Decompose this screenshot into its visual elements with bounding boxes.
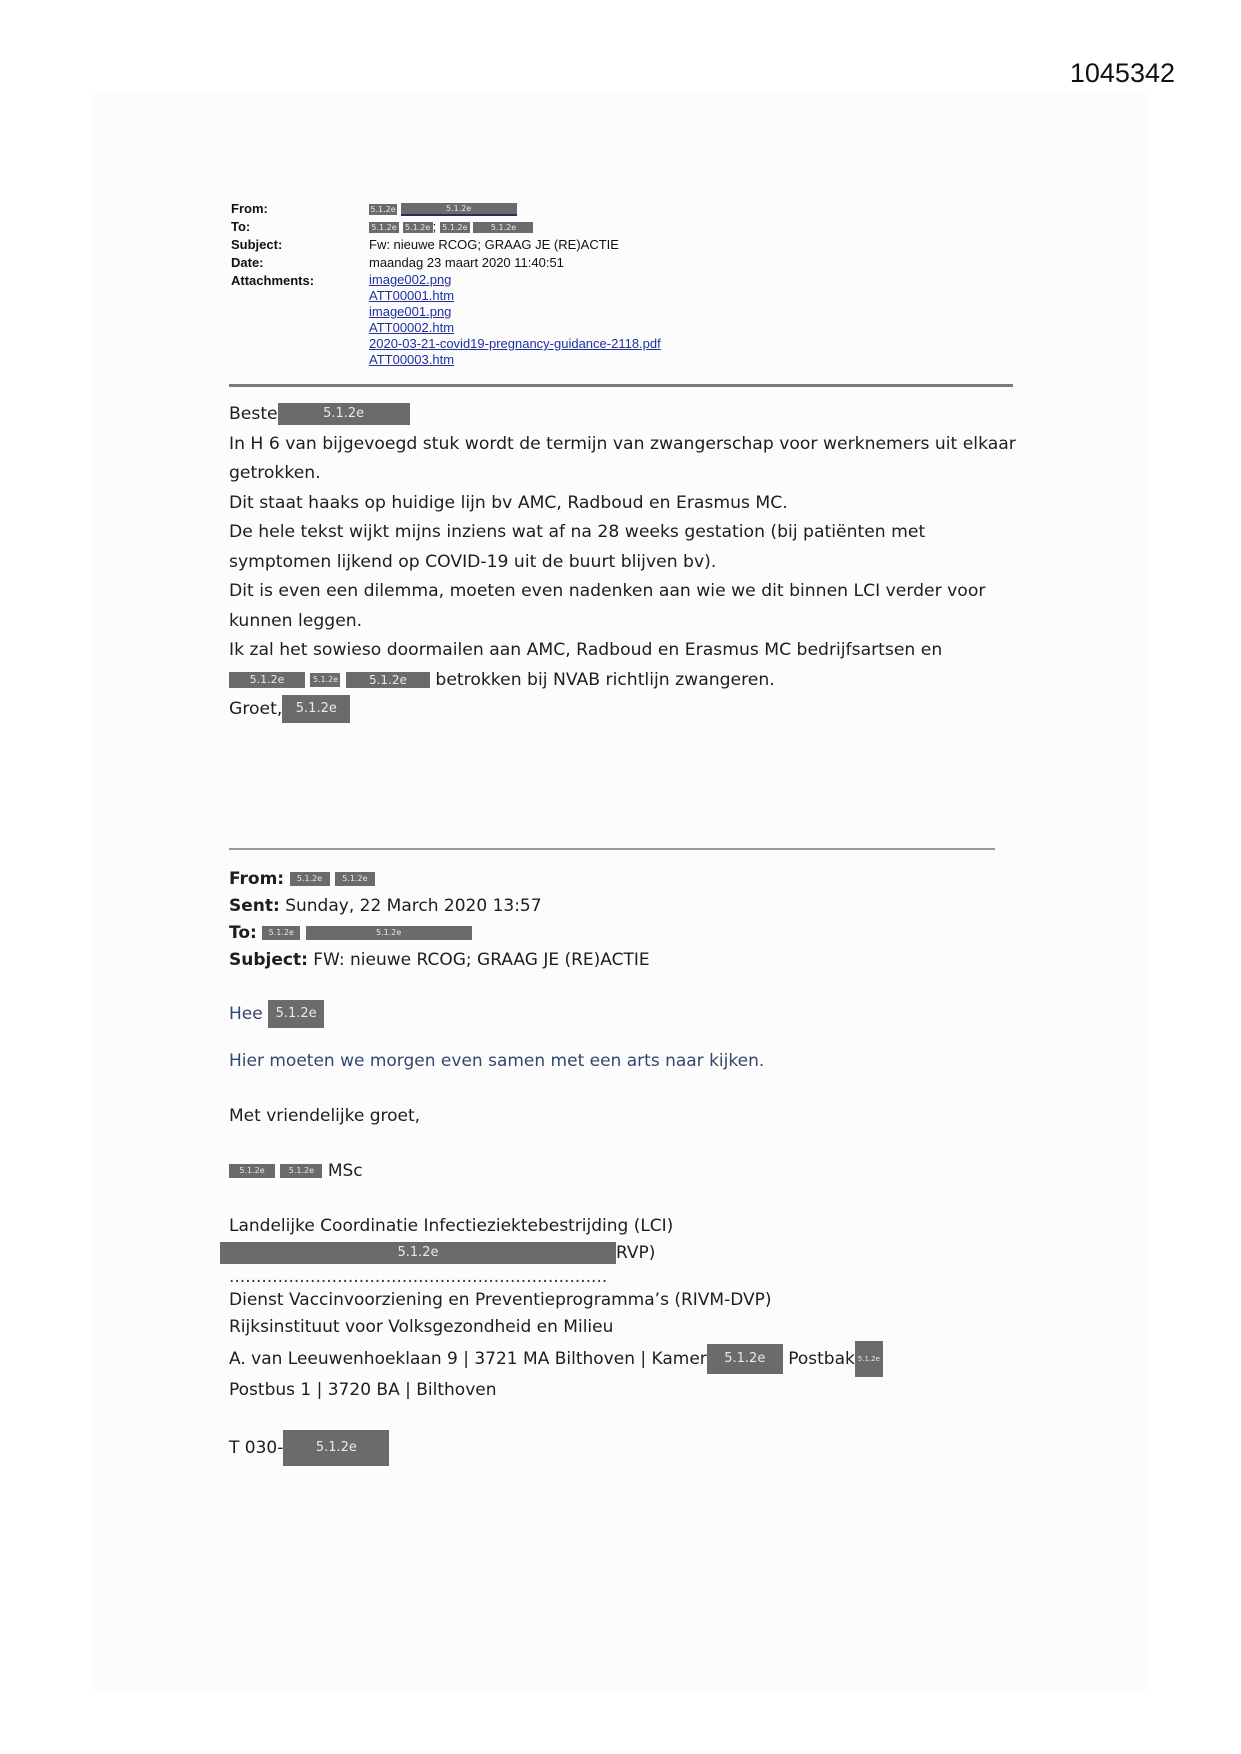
attachments-label: Attachments: [231,273,315,288]
redaction: 5.1.2e [278,403,410,425]
date-value: maandag 23 maart 2020 11:40:51 [369,255,564,270]
message-line: De hele tekst wijkt mijns inziens wat af na 28 weeks gestation (bij patiënten met symptomen lijkend op COVID-19 uit de buurt blijven bv). [229,522,926,572]
header-to-row: To: 5.1.2e 5.1.2e ; 5.1.2e 5.1.2e [231,218,661,236]
fwd-org-line: Dienst Vaccinvoorziening en Preventieprogramma’s (RIVM-DVP) [229,1290,772,1310]
greeting-line: Beste 5.1.2e [229,400,1029,430]
closing-line: Groet, 5.1.2e [229,695,1029,725]
attachment-link[interactable]: image001.png [369,304,452,319]
fwd-greeting: Hee 5.1.2e [229,1000,1029,1028]
fwd-address-line: A. van Leeuwenhoeklaan 9 | 3721 MA Bilthoven | Kamer 5.1.2e Postbak 5.1.2e [229,1341,1029,1377]
redaction: 5.1.2e [229,1164,275,1178]
subject-value: Fw: nieuwe RCOG; GRAAG JE (RE)ACTIE [369,237,619,252]
forwarded-message [229,866,1029,1466]
redaction: 5.1.2e [280,1164,322,1178]
subject-label: Subject: [231,237,283,252]
redaction: 5.1.2e [282,695,350,723]
redaction: 5.1.2e [346,672,430,688]
fwd-address-line: Postbus 1 | 3720 BA | Bilthoven [229,1380,497,1400]
fwd-phone-line: T 030- 5.1.2e [229,1430,1029,1466]
date-label: Date: [231,255,264,270]
header-date-row [231,254,661,272]
fwd-from-row: From: 5.1.2e 5.1.2e [229,866,1029,893]
redaction: 5.1.2e [268,1000,324,1028]
attachment-link[interactable]: 2020-03-21-covid19-pregnancy-guidance-2118.pdf [369,336,661,351]
fwd-dotted-separator: ...................................................................... [229,1267,608,1287]
message-line: In H 6 van bijgevoegd stuk wordt de termijn van zwangerschap voor werknemers uit elkaar getrokken. [229,433,1016,483]
fwd-org-line: 5.1.2e RVP) [220,1240,1029,1267]
redaction: 5.1.2e [335,872,375,886]
redaction: 5.1.2e [401,203,517,216]
redaction: 5.1.2e [403,222,433,233]
message-line: 5.1.2e 5.1.2e 5.1.2e betrokken bij NVAB richtlijn zwangeren. [229,666,1029,696]
redaction: 5.1.2e [369,222,399,233]
redaction: 5.1.2e [707,1344,783,1374]
fwd-org-line: Rijksinstituut voor Volksgezondheid en Milieu [229,1317,614,1337]
fwd-message-line: Hier moeten we morgen even samen met een arts naar kijken. [229,1051,765,1071]
redaction: 5.1.2e [306,926,472,940]
fwd-signature-name: 5.1.2e 5.1.2e MSc [229,1158,1029,1185]
fwd-regards: Met vriendelijke groet, [229,1106,421,1126]
fwd-sent-row: Sent: Sunday, 22 March 2020 13:57 [229,896,542,916]
redaction: 5.1.2e [262,926,300,940]
redaction: 5.1.2e [473,222,533,233]
redaction: 5.1.2e [283,1430,389,1466]
from-label: From: [231,201,268,216]
message-line: Dit is even een dilemma, moeten even nadenken aan wie we dit binnen LCI verder voor kunnen leggen. [229,581,986,631]
header-subject-row [231,236,661,254]
attachment-link[interactable]: ATT00002.htm [369,320,455,335]
redaction: 5.1.2e [310,673,340,687]
header-divider [229,384,1013,387]
fwd-org-line: Landelijke Coordinatie Infectieziektebestrijding (LCI) [229,1216,674,1236]
document-number: 1045342 [1069,58,1175,88]
attachment-link[interactable]: image002.png [369,272,452,287]
message-body [229,400,1029,725]
header-from-row [231,200,661,218]
to-label: To: [231,219,251,234]
email-header [231,200,661,368]
attachment-link[interactable]: ATT00001.htm [369,288,455,303]
attachment-link[interactable]: ATT00003.htm [369,352,455,367]
redaction: 5.1.2e [440,222,470,233]
attachments-list [369,272,661,368]
header-attachments-row [231,272,661,368]
message-line: Ik zal het sowieso doormailen aan AMC, Radboud en Erasmus MC bedrijfsartsen en [229,640,943,660]
redaction: 5.1.2e [229,672,305,688]
message-line: Dit staat haaks op huidige lijn bv AMC, Radboud en Erasmus MC. [229,492,788,513]
redaction: 5.1.2e [855,1341,883,1377]
redaction: 5.1.2e [370,205,396,215]
fwd-subject-row: Subject: FW: nieuwe RCOG; GRAAG JE (RE)ACTIE [229,950,650,970]
fwd-to-row: To: 5.1.2e 5.1.2e [229,920,1029,947]
forward-divider [229,848,995,850]
redaction: 5.1.2e [290,872,330,886]
redaction: 5.1.2e [220,1242,616,1264]
